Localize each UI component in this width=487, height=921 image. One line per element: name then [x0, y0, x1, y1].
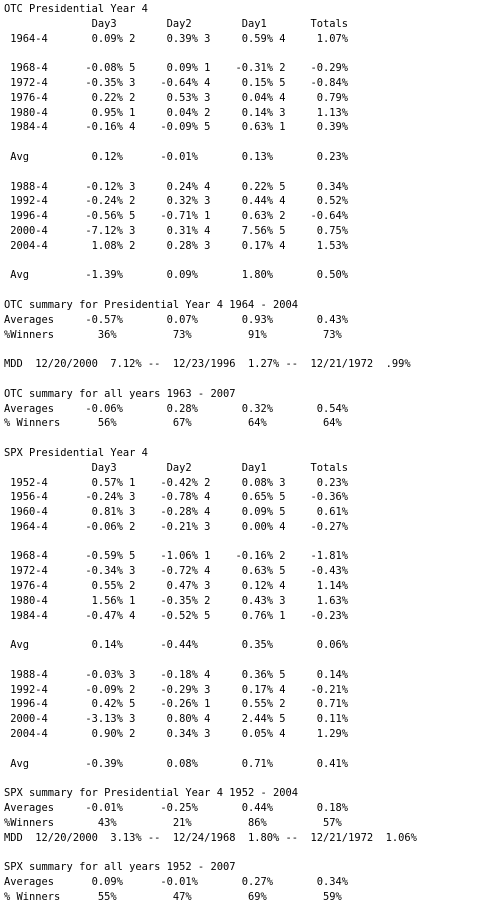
summary-averages-row: Averages -0.06% 0.28% 0.32% 0.54% [4, 402, 349, 415]
blank-line [4, 535, 484, 550]
column-header-row: Day3 Day2 Day1 Totals [4, 461, 349, 474]
average-row: Avg 0.12% -0.01% 0.13% 0.23% [4, 150, 349, 163]
mdd-row: MDD 12/20/2000 7.12% -- 12/23/1996 1.27% -- 12/21/1972 .99% [4, 358, 411, 371]
summary-winners-row: %Winners 43% 21% 86% 57% [4, 816, 342, 829]
year-row: 1976-4 0.55% 2 0.47% 3 0.12% 4 1.14% [4, 580, 349, 593]
year-row: 1996-4 -0.56% 5 -0.71% 1 0.63% 2 -0.64% [4, 210, 349, 223]
summary-averages-row: Averages 0.09% -0.01% 0.27% 0.34% [4, 876, 349, 889]
blank-line [4, 653, 484, 668]
summary-winners-row: % Winners 55% 47% 69% 59% [4, 890, 342, 903]
blank-line [4, 742, 484, 757]
section-title: OTC Presidential Year 4 [4, 3, 148, 15]
average-row: Avg 0.14% -0.44% 0.35% 0.06% [4, 639, 349, 652]
section-title: SPX Presidential Year 4 [4, 446, 148, 459]
blank-line [4, 165, 484, 180]
summary-winners-row: % Winners 56% 67% 64% 64% [4, 417, 342, 430]
year-row: 1984-4 -0.47% 4 -0.52% 5 0.76% 1 -0.23% [4, 609, 349, 622]
year-row: 1996-4 0.42% 5 -0.26% 1 0.55% 2 0.71% [4, 698, 349, 711]
year-row: 1968-4 -0.59% 5 -1.06% 1 -0.16% 2 -1.81% [4, 550, 349, 563]
year-row: 1964-4 0.09% 2 0.39% 3 0.59% 4 1.07% [4, 32, 349, 45]
year-row: 1992-4 -0.09% 2 -0.29% 3 0.17% 4 -0.21% [4, 683, 349, 696]
column-header-row: Day3 Day2 Day1 Totals [4, 17, 349, 30]
summary-winners-row: %Winners 36% 73% 91% 73% [4, 328, 342, 341]
year-row: 1980-4 1.56% 1 -0.35% 2 0.43% 3 1.63% [4, 594, 349, 607]
blank-line [4, 135, 484, 150]
blank-line [4, 431, 484, 446]
year-row: 2000-4 -3.13% 3 0.80% 4 2.44% 5 0.11% [4, 713, 349, 726]
blank-line [4, 372, 484, 387]
mdd-row: MDD 12/20/2000 3.13% -- 12/24/1968 1.80% -- 12/21/1972 1.06% [4, 831, 417, 844]
summary-title: OTC summary for all years 1963 - 2007 [4, 387, 236, 400]
year-row: 1960-4 0.81% 3 -0.28% 4 0.09% 5 0.61% [4, 506, 349, 519]
year-row: 1972-4 -0.35% 3 -0.64% 4 0.15% 5 -0.84% [4, 76, 349, 89]
year-row: 1980-4 0.95% 1 0.04% 2 0.14% 3 1.13% [4, 106, 349, 119]
year-row: 2000-4 -7.12% 3 0.31% 4 7.56% 5 0.75% [4, 224, 349, 237]
year-row: 1976-4 0.22% 2 0.53% 3 0.04% 4 0.79% [4, 91, 349, 104]
summary-title: SPX summary for Presidential Year 4 1952 - 2004 [4, 787, 299, 800]
year-row: 1988-4 -0.12% 3 0.24% 4 0.22% 5 0.34% [4, 180, 349, 193]
year-row: 2004-4 0.90% 2 0.34% 3 0.05% 4 1.29% [4, 728, 349, 741]
year-row: 2004-4 1.08% 2 0.28% 3 0.17% 4 1.53% [4, 239, 349, 252]
year-row: 1956-4 -0.24% 3 -0.78% 4 0.65% 5 -0.36% [4, 491, 349, 504]
blank-line [4, 623, 484, 638]
year-row: 1992-4 -0.24% 2 0.32% 3 0.44% 4 0.52% [4, 195, 349, 208]
blank-line [4, 283, 484, 298]
blank-line [4, 254, 484, 269]
year-row: 1952-4 0.57% 1 -0.42% 2 0.08% 3 0.23% [4, 476, 349, 489]
summary-averages-row: Averages -0.01% -0.25% 0.44% 0.18% [4, 802, 349, 815]
year-row: 1968-4 -0.08% 5 0.09% 1 -0.31% 2 -0.29% [4, 62, 349, 75]
blank-line [4, 845, 484, 860]
summary-averages-row: Averages -0.57% 0.07% 0.93% 0.43% [4, 313, 349, 326]
summary-title: OTC summary for Presidential Year 4 1964 - 2004 [4, 298, 299, 311]
average-row: Avg -1.39% 0.09% 1.80% 0.50% [4, 269, 349, 282]
blank-line [4, 46, 484, 61]
summary-title: SPX summary for all years 1952 - 2007 [4, 861, 236, 874]
average-row: Avg -0.39% 0.08% 0.71% 0.41% [4, 757, 349, 770]
year-row: 1964-4 -0.06% 2 -0.21% 3 0.00% 4 -0.27% [4, 520, 349, 533]
blank-line [4, 771, 484, 786]
year-row: 1984-4 -0.16% 4 -0.09% 5 0.63% 1 0.39% [4, 121, 349, 134]
year-row: 1972-4 -0.34% 3 -0.72% 4 0.63% 5 -0.43% [4, 565, 349, 578]
blank-line [4, 342, 484, 357]
statistics-report [4, 2, 484, 905]
year-row: 1988-4 -0.03% 3 -0.18% 4 0.36% 5 0.14% [4, 668, 349, 681]
